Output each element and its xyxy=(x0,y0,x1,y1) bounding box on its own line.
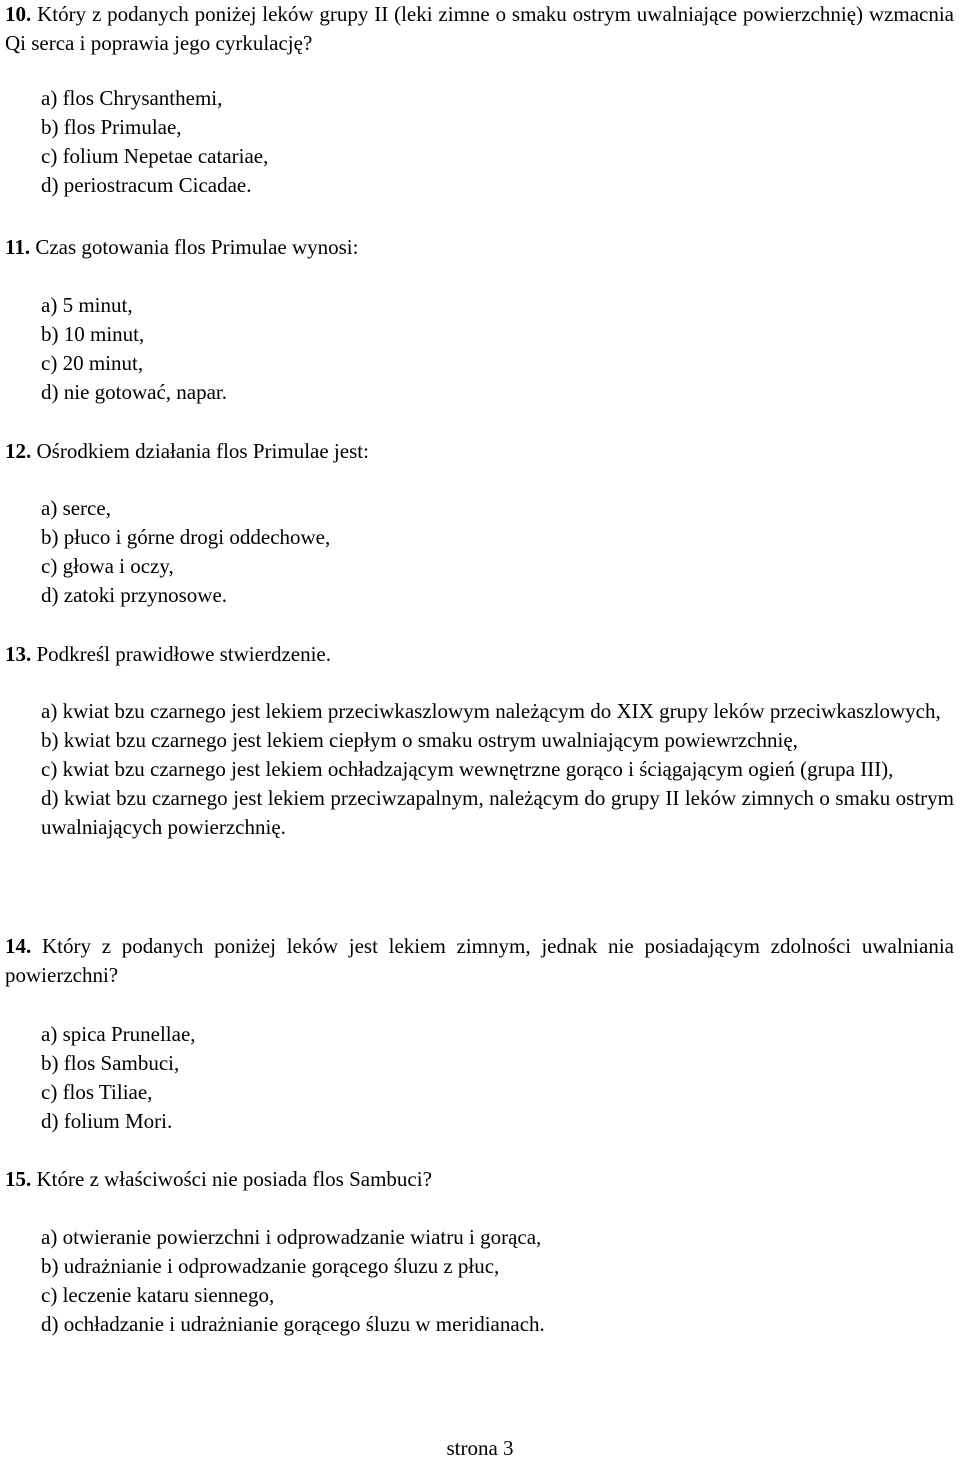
option-d: d) ochładzanie i udrażnianie gorącego śluzu w meridianach. xyxy=(41,1312,545,1336)
option-d: d) kwiat bzu czarnego jest lekiem przeciwzapalnym, należącym do grupy II leków zimnych o smaku ostrym uwalniających powierzchnię. xyxy=(41,786,954,839)
question-text: Który z podanych poniżej leków grupy II (leki zimne o smaku ostrym uwalniające powierzchnię) wzmacnia Qi serca i poprawia jego cyrkulację? xyxy=(5,2,954,55)
option-a: a) serce, xyxy=(41,496,111,520)
options-12 xyxy=(41,494,330,610)
question-number: 14. xyxy=(5,934,32,958)
question-number: 11. xyxy=(5,235,31,259)
options-14 xyxy=(41,1020,196,1136)
option-b: b) flos Primulae, xyxy=(41,115,182,139)
question-15 xyxy=(5,1165,954,1194)
option-c: c) folium Nepetae catariae, xyxy=(41,144,269,168)
option-c: c) 20 minut, xyxy=(41,351,144,375)
option-c: c) leczenie kataru siennego, xyxy=(41,1283,275,1307)
options-11 xyxy=(41,291,227,407)
question-12 xyxy=(5,437,954,466)
question-number: 13. xyxy=(5,642,32,666)
question-number: 15. xyxy=(5,1167,32,1191)
question-text: Czas gotowania flos Primulae wynosi: xyxy=(30,235,359,259)
question-number: 12. xyxy=(5,439,32,463)
option-b: b) udrażnianie i odprowadzanie gorącego śluzu z płuc, xyxy=(41,1254,500,1278)
option-a: a) flos Chrysanthemi, xyxy=(41,86,223,110)
option-c: c) głowa i oczy, xyxy=(41,554,174,578)
option-a: a) spica Prunellae, xyxy=(41,1022,196,1046)
question-text: Który z podanych poniżej leków jest lekiem zimnym, jednak nie posiadającym zdolności uwalniania powierzchni? xyxy=(5,934,954,987)
option-a: a) otwieranie powierzchni i odprowadzanie wiatru i gorąca, xyxy=(41,1225,542,1249)
option-d: d) nie gotować, napar. xyxy=(41,380,228,404)
page-number: strona 3 xyxy=(446,1436,514,1460)
question-text: Podkreśl prawidłowe stwierdzenie. xyxy=(31,642,332,666)
option-c: c) kwiat bzu czarnego jest lekiem ochładzającym wewnętrzne gorąco i ściągającym ogień (grupa III), xyxy=(41,757,894,781)
question-text: Które z właściwości nie posiada flos Sambuci? xyxy=(31,1167,432,1191)
option-b: b) flos Sambuci, xyxy=(41,1051,180,1075)
option-b: b) kwiat bzu czarnego jest lekiem ciepłym o smaku ostrym uwalniającym powiewrzchnię, xyxy=(41,728,798,752)
question-14 xyxy=(5,932,954,990)
options-15 xyxy=(41,1223,545,1339)
option-b: b) płuco i górne drogi oddechowe, xyxy=(41,525,331,549)
option-d: d) periostracum Cicadae. xyxy=(41,173,252,197)
options-10 xyxy=(41,84,268,200)
question-text: Ośrodkiem działania flos Primulae jest: xyxy=(31,439,369,463)
options-13 xyxy=(5,697,954,842)
question-10 xyxy=(5,0,954,58)
option-b: b) 10 minut, xyxy=(41,322,145,346)
option-a: a) kwiat bzu czarnego jest lekiem przeciwkaszlowym należącym do XIX grupy leków przeciwkaszlowych, xyxy=(41,699,941,723)
option-d: d) folium Mori. xyxy=(41,1109,173,1133)
question-13 xyxy=(5,640,954,669)
question-11 xyxy=(5,233,954,262)
question-number: 10. xyxy=(5,2,32,26)
option-c: c) flos Tiliae, xyxy=(41,1080,153,1104)
option-d: d) zatoki przynosowe. xyxy=(41,583,228,607)
option-a: a) 5 minut, xyxy=(41,293,133,317)
